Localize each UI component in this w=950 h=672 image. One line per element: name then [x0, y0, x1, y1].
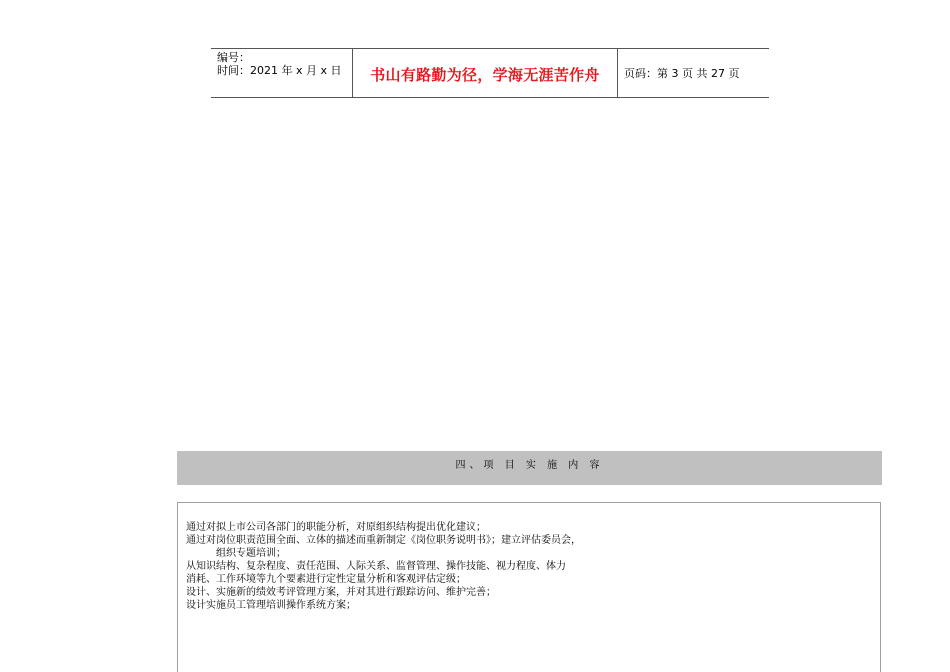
content-line: 通过对岗位职责范围全面、立体的描述而重新制定《岗位职务说明书》；建立评估委员会，	[186, 535, 581, 546]
page-header	[211, 48, 769, 98]
section-header	[177, 451, 882, 485]
serial-number-label: 编号：	[217, 51, 250, 64]
header-motto-cell	[353, 49, 618, 97]
content-line: 组织专题培训；	[216, 548, 286, 559]
content-line: 从知识结构、复杂程度、责任范围、人际关系、监督管理、操作技能、视力程度、体力	[186, 561, 566, 572]
header-page-cell	[618, 49, 769, 97]
content-line: 设计实施员工管理培训操作系统方案；	[186, 600, 356, 611]
content-line: 设计、实施新的绩效考评管理方案，并对其进行跟踪访问、维护完善；	[186, 587, 496, 598]
page-number-text: 页码：第 3 页 共 27 页	[624, 67, 740, 80]
header-info-cell	[211, 49, 353, 97]
date-text: 时间：2021 年 x 月 x 日	[217, 64, 342, 77]
content-line: 消耗、工作环境等九个要素进行定性定量分析和客观评估定级；	[186, 574, 466, 585]
content-box	[177, 502, 881, 672]
section-title: 四、项 目 实 施 内 容	[455, 460, 604, 471]
content-line: 通过对拟上市公司各部门的职能分析，对原组织结构提出优化建议；	[186, 522, 486, 533]
content-lines	[186, 521, 581, 612]
motto-text: 书山有路勤为径，学海无涯苦作舟	[370, 66, 600, 84]
